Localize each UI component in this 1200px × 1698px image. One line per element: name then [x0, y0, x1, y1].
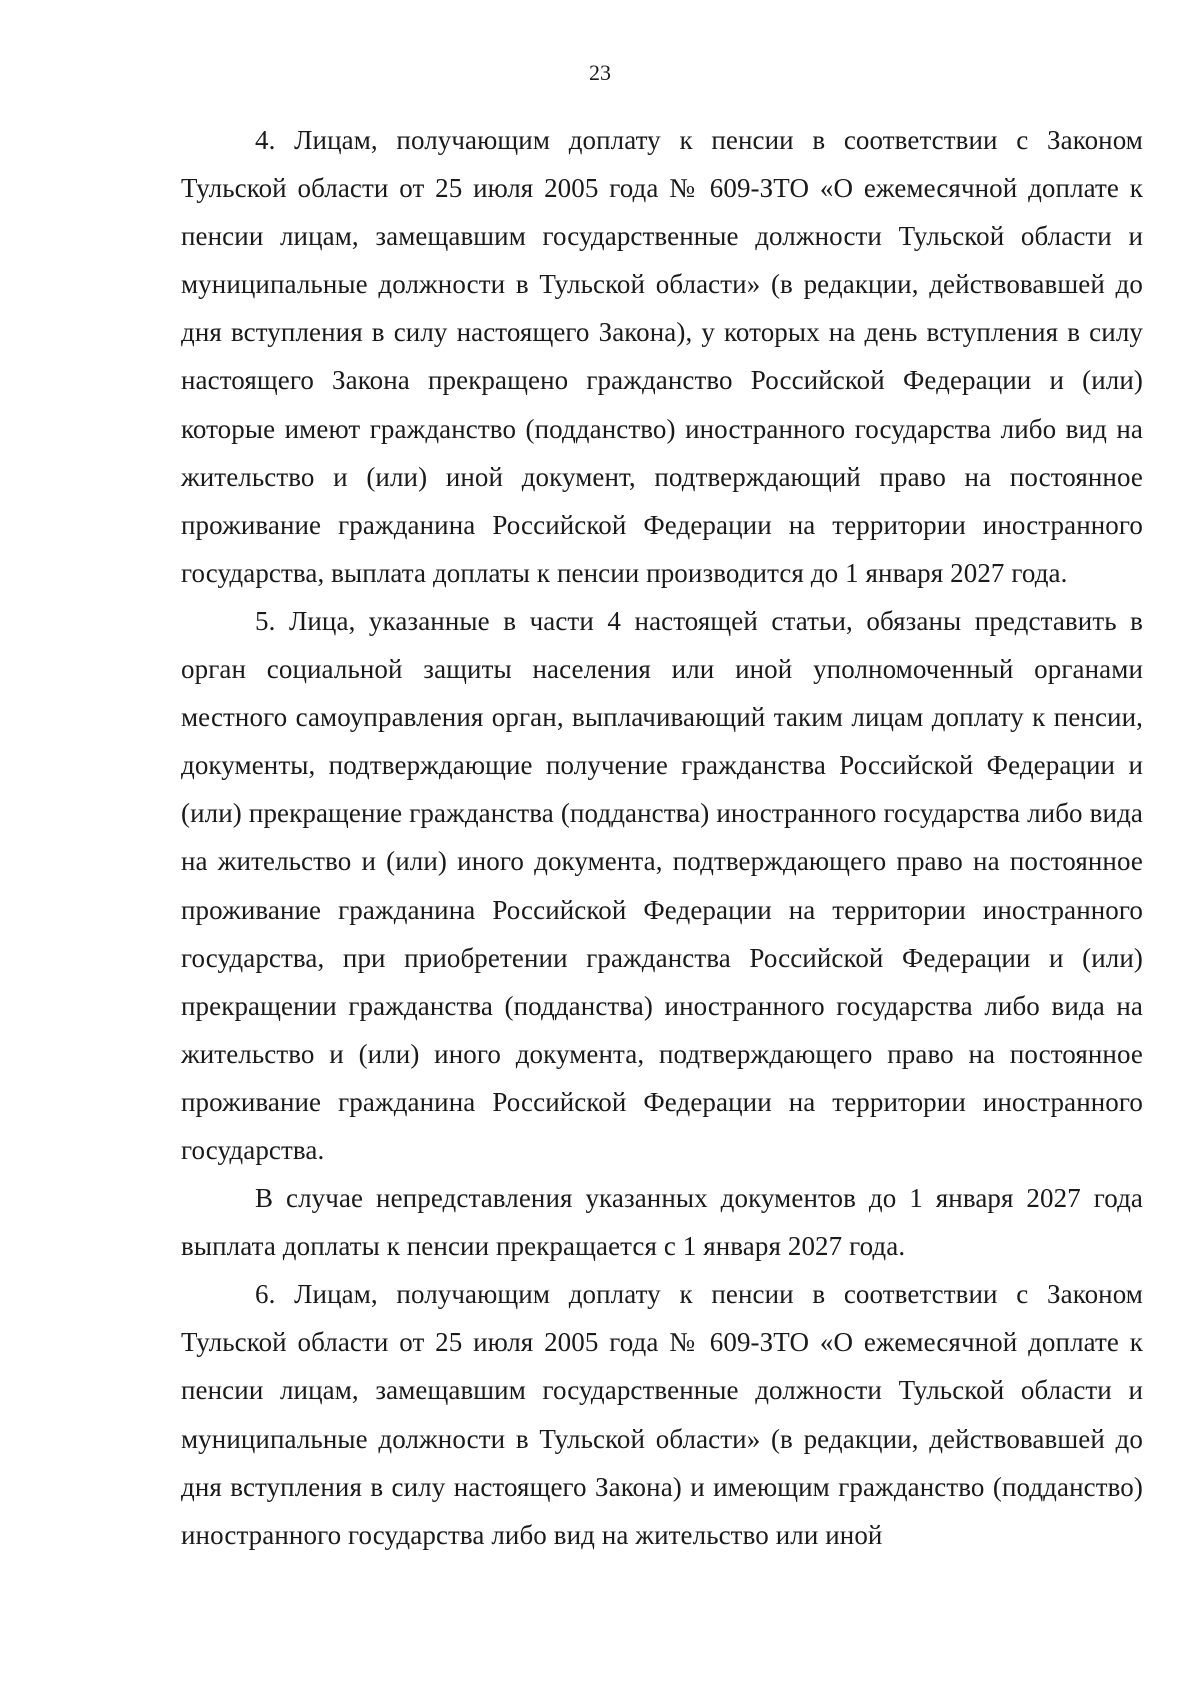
document-body	[181, 116, 1143, 1559]
paragraph-part-4: 4. Лицам, получающим доплату к пенсии в соответствии с Законом Тульской области от 25 июля 2005 года № 609-ЗТО «О ежемесячной доплате к пенсии лицам, замещавшим государственные должности Тульской области и муниципальные должности в Тульской области» (в редакции, действовавшей до дня вступления в силу настоящего Закона), у которых на день вступления в силу настоящего Закона прекращено гражданство Российской Федерации и (или) которые имеют гражданство (подданство) иностранного государства либо вид на жительство и (или) иной документ, подтверждающий право на постоянное проживание гражданина Российской Федерации на территории иностранного государства, выплата доплаты к пенсии производится до 1 января 2027 года.	[181, 125, 1143, 588]
paragraph-part-5: 5. Лица, указанные в части 4 настоящей статьи, обязаны представить в орган социальной защиты населения или иной уполномоченный органами местного самоуправления орган, выплачивающий таким лицам доплату к пенсии, документы, подтверждающие получение гражданства Российской Федерации и (или) прекращение гражданства (подданства) иностранного государства либо вида на жительство и (или) иного документа, подтверждающего право на постоянное проживание гражданина Российской Федерации на территории иностранного государства, при приобретении гражданства Российской Федерации и (или) прекращении гражданства (подданства) иностранного государства либо вида на жительство и (или) иного документа, подтверждающего право на постоянное проживание гражданина Российской Федерации на территории иностранного государства.	[181, 605, 1143, 1165]
paragraph-part-5-continuation: В случае непредставления указанных документов до 1 января 2027 года выплата доплаты к пенсии прекращается с 1 января 2027 года.	[181, 1183, 1143, 1262]
paragraph-part-6: 6. Лицам, получающим доплату к пенсии в соответствии с Законом Тульской области от 25 июля 2005 года № 609-ЗТО «О ежемесячной доплате к пенсии лицам, замещавшим государственные должности Тульской области и муниципальные должности в Тульской области» (в редакции, действовавшей до дня вступления в силу настоящего Закона) и имеющим гражданство (подданство) иностранного государства либо вид на жительство или иной	[181, 1279, 1143, 1550]
page-number: 23	[589, 60, 611, 85]
